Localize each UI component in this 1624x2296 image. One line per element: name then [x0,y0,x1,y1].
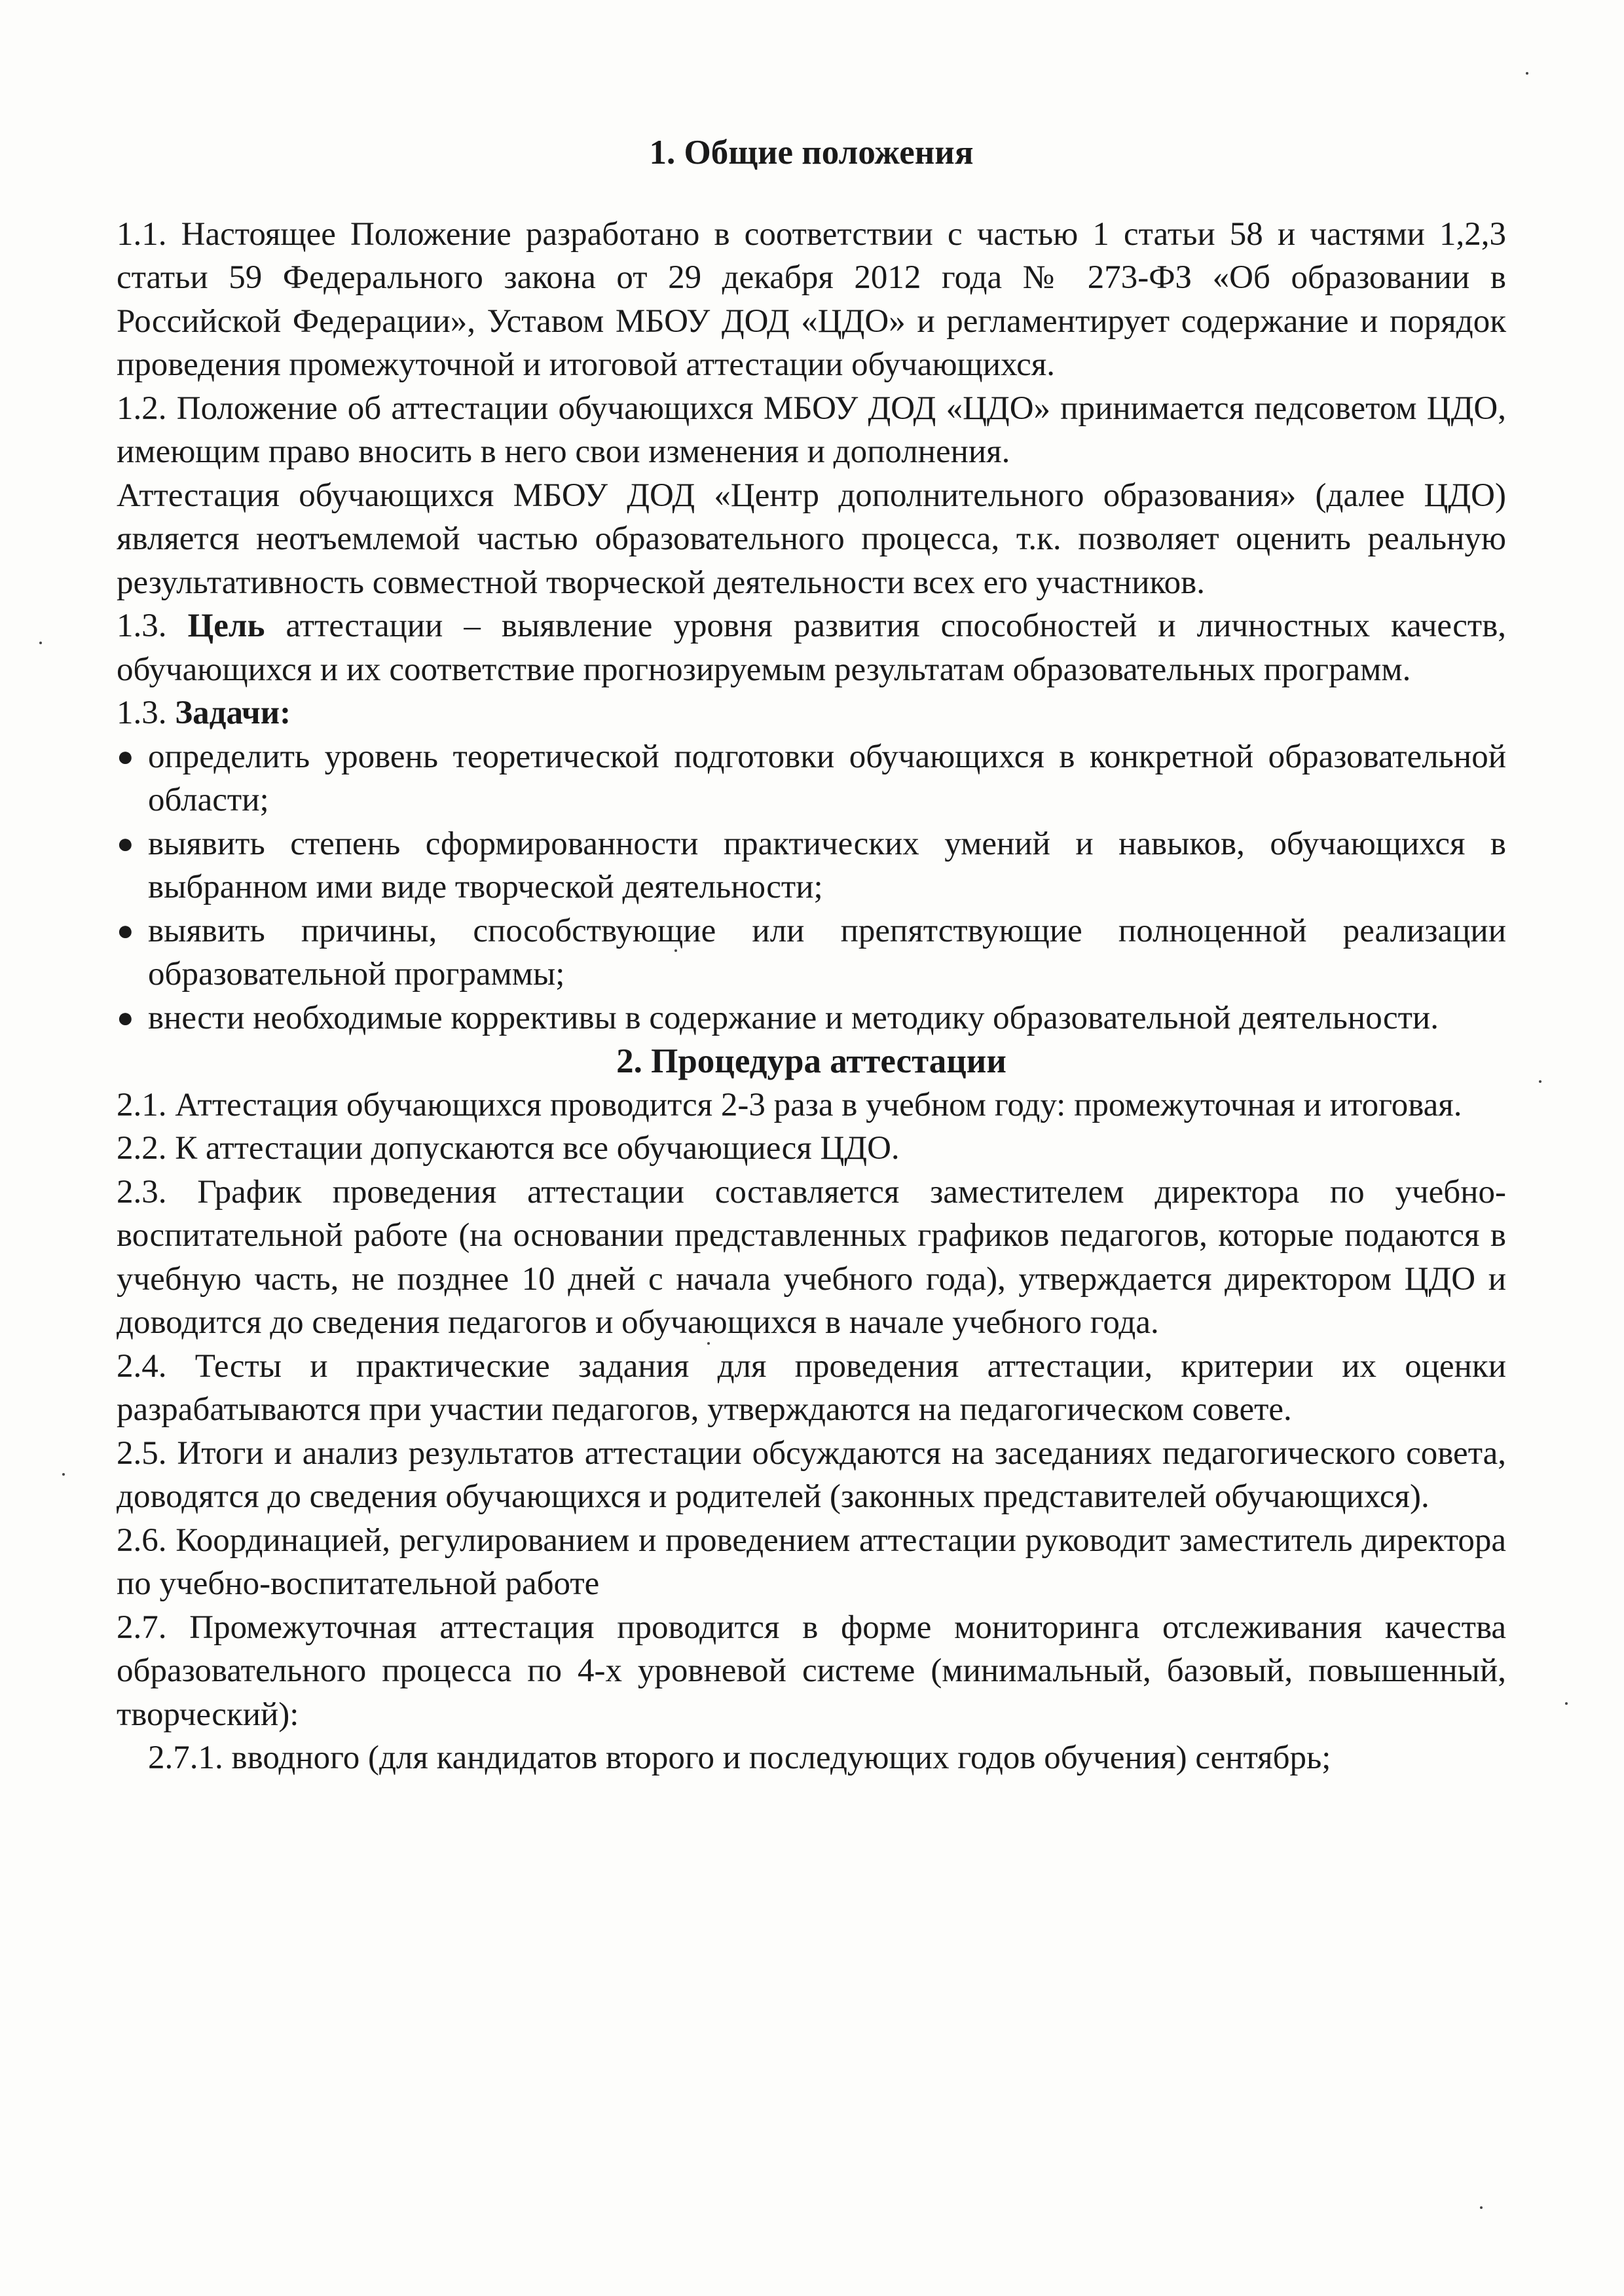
tasks-heading [117,691,1506,735]
paragraph-2-3: 2.3. График проведения аттестации составляется заместителем директора по учебно-воспитательной работе (на основании представленных графиков педагогов, которые подаются в учебную часть, не позднее 10 дней с начала учебного года), утверждается директором ЦДО и доводится до сведения педагогов и обучающихся в начале учебного года. [117,1173,1506,1341]
tasks-number: 1.3. [117,695,167,731]
scan-speck [1565,1702,1568,1705]
goal-label: Цель [187,608,265,644]
paragraph-2-7: 2.7. Промежуточная аттестация проводится в форме мониторинга отслеживания качества образовательного процесса по 4-х уровневой системе (минимальный, базовый, повышенный, творческий): [117,1609,1506,1733]
task-item-text: внести необходимые коррективы в содержание и методику образовательной деятельности. [148,999,1439,1036]
paragraph-1-2: 1.2. Положение об аттестации обучающихся МБОУ ДОД «ЦДО» принимается педсоветом ЦДО, имеющим право вносить в него свои изменения и дополнения. [117,390,1506,470]
task-item [117,909,1506,996]
scan-speck [39,642,42,644]
paragraph-1-1: 1.1. Настоящее Положение разработано в соответствии с частью 1 статьи 58 и частями 1,2,3 статьи 59 Федерального закона от 29 декабря 2012 года № 273-ФЗ «Об образовании в Российской Федерации», Уставом МБОУ ДОД «ЦДО» и регламентирует содержание и порядок проведения промежуточной и итоговой аттестации обучающихся. [117,215,1506,383]
scan-speck [1480,2206,1483,2209]
goal-text: аттестации – выявление уровня развития способностей и личностных качеств, обучающихся и их соответствие прогнозируемым результатам образовательных программ. [117,608,1507,688]
paragraph-1-2-cont: Аттестация обучающихся МБОУ ДОД «Центр дополнительного образования» (далее ЦДО) является неотъемлемой частью образовательного процесса, т.к. позволяет оценить реальную результативность совместной творческой деятельности всех его участников. [117,477,1506,601]
goal-number: 1.3. [117,608,167,644]
paragraph-1-3-goal [117,604,1506,691]
bullet-icon: ● [117,740,134,773]
section-1-title: 1. Общие положения [649,134,974,172]
task-item [117,735,1506,822]
scan-speck [707,1342,710,1345]
paragraph-2-1: 2.1. Аттестация обучающихся проводится 2-3 раза в учебном году: промежуточная и итоговая. [117,1086,1462,1123]
paragraph-2-7-1: 2.7.1. вводного (для кандидатов второго и последующих годов обучения) сентябрь; [148,1740,1331,1776]
paragraph-2-2: 2.2. К аттестации допускаются все обучающиеся ЦДО. [117,1130,900,1167]
task-item-text: выявить причины, способствующие или препятствующие полноценной реализации образовательной программы; [148,912,1506,993]
tasks-label: Задачи: [175,695,291,731]
bullet-icon: ● [117,827,134,860]
task-item-text: выявить степень сформированности практических умений и навыков, обучающихся в выбранном ими виде творческой деятельности; [148,825,1506,905]
bullet-icon: ● [117,1001,134,1034]
paragraph-2-6: 2.6. Координацией, регулированием и проведением аттестации руководит заместитель директора по учебно-воспитательной работе [117,1522,1506,1602]
task-item-text: определить уровень теоретической подготовки обучающихся в конкретной образовательной области; [148,738,1506,818]
scan-speck [1539,1080,1541,1083]
paragraph-2-5: 2.5. Итоги и анализ результатов аттестации обсуждаются на заседаниях педагогического совета, доводятся до сведения обучающихся и родителей (законных представителей обучающихся). [117,1434,1506,1515]
paragraph-2-4: 2.4. Тесты и практические задания для проведения аттестации, критерии их оценки разрабатываются при участии педагогов, утверждаются на педагогическом совете. [117,1347,1506,1428]
scan-speck [674,949,677,952]
scan-speck [62,1473,65,1476]
task-item [117,996,1506,1040]
task-item [117,822,1506,909]
bullet-icon: ● [117,914,134,947]
section-2-title: 2. Процедура аттестации [616,1042,1006,1080]
scan-speck [1526,72,1528,75]
